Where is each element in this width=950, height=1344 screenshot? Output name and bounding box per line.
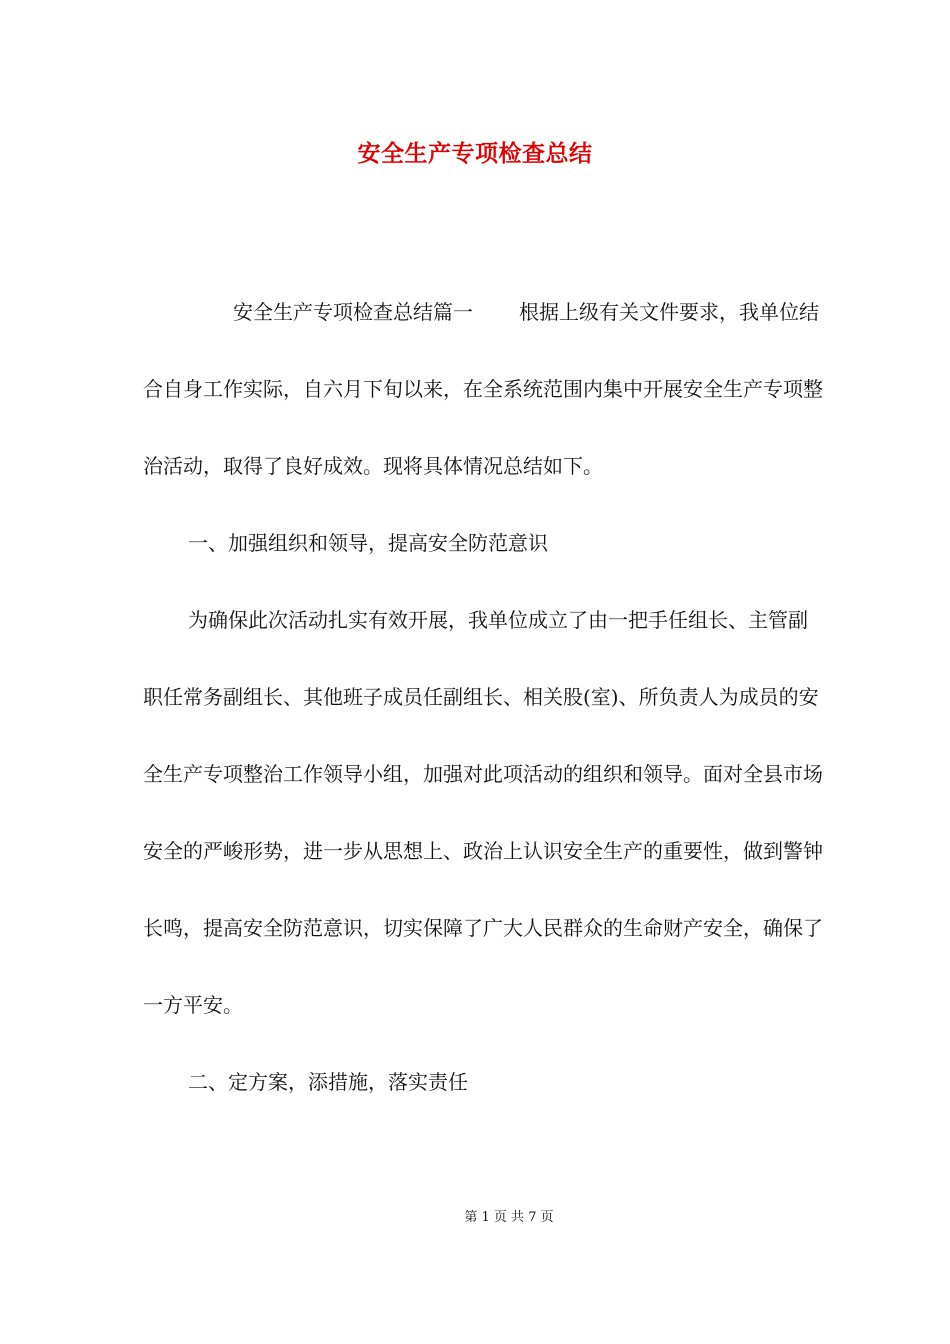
document-title: 安全生产专项检查总结 xyxy=(357,140,593,167)
document-body xyxy=(143,274,823,1121)
page-footer: 第 1 页 共 7 页 xyxy=(464,1210,554,1225)
section1-heading: 一、加强组织和领导，提高安全防范意识 xyxy=(188,531,548,555)
intro-paragraph xyxy=(143,274,823,505)
section2-heading: 二、定方案，添措施，落实责任 xyxy=(188,1070,468,1094)
section1-paragraph: 为确保此次活动扎实有效开展，我单位成立了由一把手任组长、主管副职任常务副组长、其他班子成员任副组长、相关股(室)、所负责人为成员的安全生产专项整治工作领导小组，加强对此项活动的组织和领导。面对全县市场安全的严峻形势，进一步从思想上、政治上认识安全生产的重要性，做到警钟长鸣，提高安全防范意识，切实保障了广大人民群众的生命财产安全，确保了一方平安。 xyxy=(143,608,823,1017)
intro-text: 根据上级有关文件要求，我单位结合自身工作实际，自六月下旬以来，在全系统范围内集中开展安全生产专项整治活动，取得了良好成效。现将具体情况总结如下。 xyxy=(143,300,823,478)
intro-heading: 安全生产专项检查总结篇一 xyxy=(233,300,473,324)
